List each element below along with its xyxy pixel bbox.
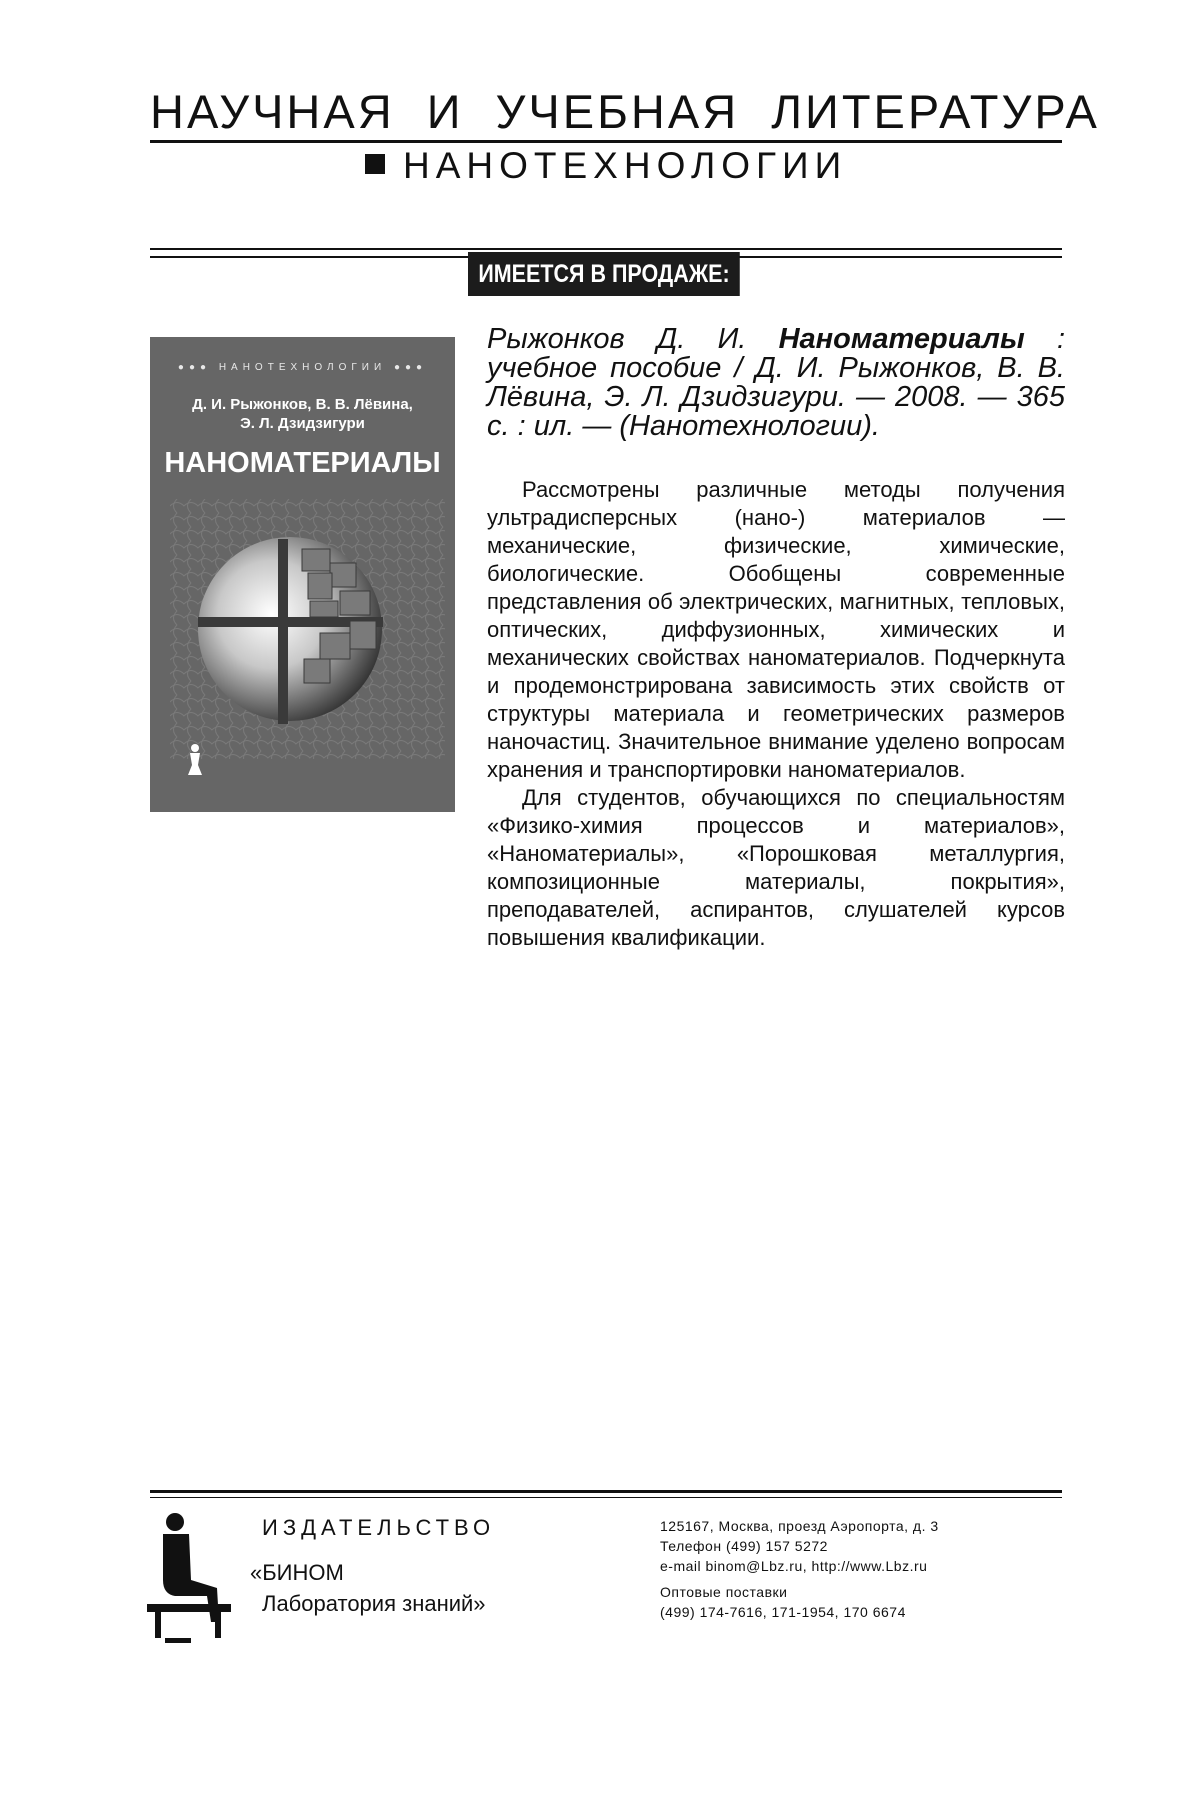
series-title: НАУЧНАЯ И УЧЕБНАЯ ЛИТЕРАТУРА bbox=[150, 85, 1100, 138]
square-bullet-icon bbox=[365, 154, 385, 174]
book-cover-image bbox=[150, 337, 455, 812]
sphere-illustration bbox=[170, 499, 445, 759]
subseries-label: НАНОТЕХНОЛОГИИ bbox=[403, 145, 848, 186]
description-paragraph: Рассмотрены различные методы получения ультрадисперсных (нано-) материалов — механические, физические, химические, биологические. Обобщены современные представления об электрических, магнитных, тепловых, оптических, диффузионных, химических и механических свойствах наноматериалов. Подчеркнута и продемонстрирована зависимость этих свойств от структуры материала и геометрических размеров наночастиц. Значительное внимание уделено вопросам хранения и транспортировки наноматериалов. bbox=[487, 477, 1065, 782]
wholesale-phones: (499) 174-7616, 171-1954, 170 6674 bbox=[660, 1604, 906, 1620]
cover-authors: Д. И. Рыжонков, В. В. Лёвина, Э. Л. Дзидзигури bbox=[192, 396, 413, 432]
book-citation-details: : учебное пособие / Д. И. Рыжонков, В. В. Лёвина, Э. Л. Дзидзигури. — 2008. — 365 с. : ил. — (Нанотехнологии). bbox=[487, 323, 1066, 442]
book-title: Наноматериалы bbox=[778, 323, 1025, 355]
wholesale-label: Оптовые поставки bbox=[660, 1584, 788, 1600]
publisher-email-web: e-mail binom@Lbz.ru, http://www.Lbz.ru bbox=[660, 1558, 928, 1574]
publisher-name-line2: Лаборатория знаний» bbox=[262, 1591, 486, 1616]
footer-rule-thin bbox=[150, 1497, 1062, 1498]
publisher-logo-icon bbox=[184, 743, 206, 777]
publisher-contacts bbox=[660, 1516, 939, 1622]
cover-series-label: ●●● НАНОТЕХНОЛОГИИ ●●● bbox=[177, 362, 428, 373]
header-rule bbox=[150, 140, 1062, 143]
publisher-label: ИЗДАТЕЛЬСТВО bbox=[262, 1515, 496, 1540]
audience-paragraph: Для студентов, обучающихся по специальностям «Физико-химия процессов и материалов», «Наноматериалы», «Порошковая металлургия, композиционные материалы, покрытия», преподавателей, аспирантов, слушателей курсов повышения квалификации. bbox=[487, 785, 1065, 950]
seated-figure-logo-icon bbox=[145, 1510, 235, 1650]
book-author: Рыжонков Д. И. bbox=[487, 323, 747, 355]
publisher-address: 125167, Москва, проезд Аэропорта, д. 3 bbox=[660, 1518, 939, 1534]
book-description bbox=[487, 476, 1065, 952]
available-banner: ИМЕЕТСЯ В ПРОДАЖЕ: bbox=[468, 252, 740, 296]
footer-rule bbox=[150, 1490, 1062, 1493]
publisher-phone: Телефон (499) 157 5272 bbox=[660, 1538, 828, 1554]
subseries-heading bbox=[365, 145, 847, 187]
cover-title: НАНОМАТЕРИАЛЫ bbox=[164, 447, 441, 479]
publisher-name-line1: «БИНОМ bbox=[250, 1560, 344, 1585]
book-citation bbox=[487, 325, 1065, 441]
publisher-name bbox=[250, 1557, 486, 1619]
